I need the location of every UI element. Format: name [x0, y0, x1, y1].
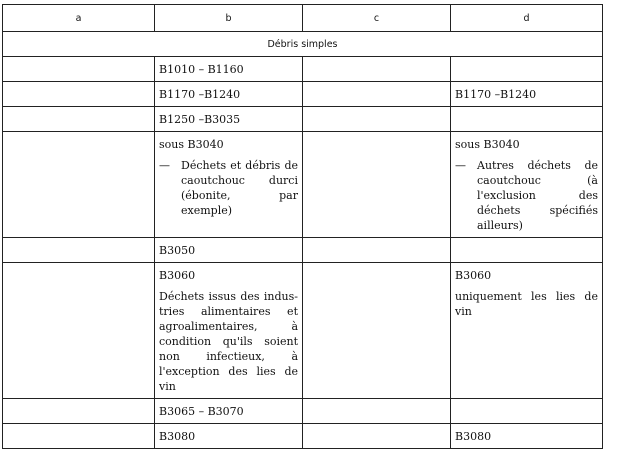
table-row [3, 424, 603, 449]
table-row [3, 238, 603, 263]
table-row [3, 132, 603, 238]
cell-b [155, 132, 303, 238]
section-row [3, 32, 603, 57]
code-b: B3050 [159, 244, 196, 257]
cell-c [303, 263, 451, 399]
cell-a [3, 107, 155, 132]
code-b: B1010 – B1160 [159, 63, 244, 76]
cell-d [451, 238, 603, 263]
description-d: uniquement les lies de vin [455, 290, 598, 318]
code-b: B3065 – B3070 [159, 405, 244, 418]
code-d: B3080 [455, 430, 492, 443]
header-row [3, 5, 603, 32]
header-cell-c: c [303, 5, 451, 32]
header-cell-b: b [155, 5, 303, 32]
code-b: B3060 [159, 269, 196, 282]
cell-d [451, 424, 603, 449]
code-d: B3060 [455, 269, 492, 282]
table-row [3, 263, 603, 399]
cell-b [155, 82, 303, 107]
cell-b [155, 399, 303, 424]
dash-item-d [455, 158, 598, 233]
waste-list-table [2, 4, 603, 449]
cell-d [451, 82, 603, 107]
table-row [3, 107, 603, 132]
cell-b [155, 263, 303, 399]
cell-b [155, 424, 303, 449]
header-cell-d: d [451, 5, 603, 32]
table-row [3, 399, 603, 424]
cell-a [3, 57, 155, 82]
section-title: Débris simples [3, 32, 603, 57]
description-b: Déchets issus des industries alimentaires et agroalimentaires, à condition qu'ils soient non infectieux, à l'exception des lies de vin [159, 290, 298, 393]
cell-d [451, 57, 603, 82]
cell-a [3, 399, 155, 424]
cell-c [303, 107, 451, 132]
cell-a [3, 238, 155, 263]
description-b: Déchets et débris de caoutchouc durci (ébonite, par exemple) [181, 159, 298, 217]
dash-mark: — [455, 159, 466, 172]
cell-c [303, 399, 451, 424]
header-cell-a: a [3, 5, 155, 32]
table-row [3, 82, 603, 107]
cell-a [3, 82, 155, 107]
code-b: B1250 –B3035 [159, 113, 241, 126]
cell-a [3, 424, 155, 449]
cell-d [451, 399, 603, 424]
cell-b [155, 107, 303, 132]
description-d: Autres déchets de caoutchouc (à l'exclusion des déchets spécifiés ailleurs) [477, 159, 598, 232]
code-b: B1170 –B1240 [159, 88, 241, 101]
cell-a [3, 132, 155, 238]
cell-d [451, 107, 603, 132]
code-d: sous B3040 [455, 138, 520, 151]
cell-c [303, 57, 451, 82]
table-row [3, 57, 603, 82]
cell-d [451, 263, 603, 399]
cell-c [303, 82, 451, 107]
cell-b [155, 57, 303, 82]
cell-d [451, 132, 603, 238]
cell-c [303, 424, 451, 449]
dash-mark: — [159, 159, 170, 172]
code-d: B1170 –B1240 [455, 88, 537, 101]
cell-c [303, 132, 451, 238]
code-b: B3080 [159, 430, 196, 443]
dash-item-b [159, 158, 298, 218]
cell-b [155, 238, 303, 263]
cell-a [3, 263, 155, 399]
code-b: sous B3040 [159, 138, 224, 151]
cell-c [303, 238, 451, 263]
